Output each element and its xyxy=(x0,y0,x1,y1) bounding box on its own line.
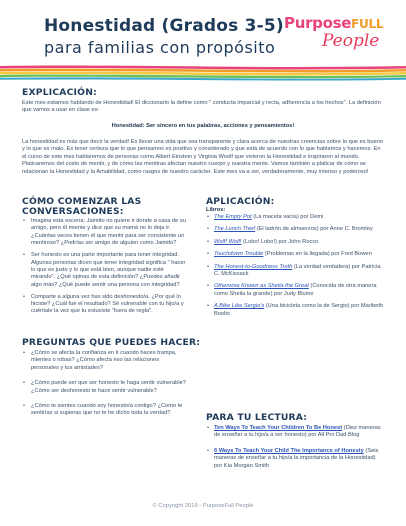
lectura-list xyxy=(206,425,384,475)
list-item xyxy=(22,218,188,248)
honesty-definition: Honestidad: Ser sincero en tus palabras, acciones y pensamientos! xyxy=(111,123,295,129)
book-item xyxy=(206,283,384,298)
bullet-icon: • xyxy=(207,238,209,245)
page-title: Honestidad (Grados 3-5) xyxy=(44,16,284,36)
book-detail: (El ladrón de almuerzos) por Anne C. Bromley xyxy=(255,226,373,233)
book-title-link[interactable]: The Honest-to-Goodness Truth xyxy=(214,263,293,270)
bullet-icon: • xyxy=(23,252,25,259)
explicacion-heading: EXPLICACIÓN: xyxy=(22,87,97,98)
book-detail: (Problemas en la llegada) por Fred Bowen xyxy=(263,251,372,258)
bullet-icon: • xyxy=(23,403,25,410)
book-detail: (La verdad verdadera) por Patricia C. McKissack xyxy=(214,263,381,278)
logo-people: People xyxy=(322,31,380,51)
list-item-text: Ser honesto es una parte importante para tener integridad. Algunas personas dicen que tener integridad significa " hacer lo que es justo y lo que está bien, aunque nadie esté mirando". ¿Qué opinas de esta definición? ¿Puedes añadir algo más? ¿Qué puede sentir una persona con integridad? xyxy=(31,252,186,288)
list-item xyxy=(22,403,188,418)
bullet-icon: • xyxy=(23,218,25,224)
book-title-link[interactable]: Touchdown Trouble xyxy=(214,251,264,258)
lectura-heading: PARA TU LECTURA: xyxy=(206,412,308,423)
list-item xyxy=(22,252,188,289)
bullet-icon: • xyxy=(23,293,25,300)
book-item xyxy=(206,303,384,318)
bullet-icon: • xyxy=(207,283,209,290)
bullet-icon: • xyxy=(207,425,209,431)
bullet-icon: • xyxy=(207,447,209,454)
book-detail: (Una bicicleta como la de Sergio) por Maribeth Boelts xyxy=(214,303,384,317)
article-title-link[interactable]: Ten Ways To Teach Your Children To Be Honest xyxy=(214,425,343,431)
preguntas-list xyxy=(22,350,188,422)
conversaciones-heading-line2: CONVERSACIONES: xyxy=(22,206,124,217)
book-item xyxy=(206,264,384,279)
list-item-text: ¿Cómo se afecta la confianza en ti cuando haces trampa, mientes o robas? ¿Cómo afecta eso las relaciones personales y tus amistades? xyxy=(31,350,177,371)
book-title-link[interactable]: A Bike Like Sergio's xyxy=(214,303,265,310)
bullet-icon: • xyxy=(207,226,209,233)
conversaciones-heading-line1: CÓMO COMENZAR LAS xyxy=(22,196,142,207)
book-title-link[interactable]: Wolf! Wolf! xyxy=(214,238,242,245)
bullet-icon: • xyxy=(207,303,209,310)
bullet-icon: • xyxy=(207,263,209,270)
book-detail: (Conocida de otra manera como Sheila la grande) por Judy Blume xyxy=(214,283,377,297)
book-title-link[interactable]: Otherwise Known as Sheila the Great xyxy=(214,283,309,290)
bullet-icon: • xyxy=(23,350,25,356)
explicacion-intro: Este mes estamos hablando de Honestidad! El diccionario la define como " conducta imparcial y recta, adherencia a los hechos". La definición que vamos a usar en clase es: xyxy=(22,100,381,114)
logo-purpose: Purpose xyxy=(284,14,352,32)
book-item xyxy=(206,251,384,258)
list-item-text: Imagina esta escena: Jaimito no quiere ir donde a casa de su amigo, pero él miente y dice que su mamá no lo deja ir. ¿Cuántas veces tienen él que mentir para ser consistente un mentiroso? ¿Podrías ser amigo de alguien como Jaimito? xyxy=(31,218,186,247)
book-title-link[interactable]: The Empty Pot xyxy=(214,214,252,220)
list-item-text: ¿Cómo puede ser que ser honesto te haga sentir vulnerable? ¿Cómo ser deshonesto te hace sentir vulnerable? xyxy=(31,380,186,394)
list-item xyxy=(22,294,188,316)
list-item xyxy=(22,350,188,372)
book-detail: (La maceta vacía) por Demi xyxy=(251,214,324,220)
book-detail: (Lobo! Lobo!) por John Rocco xyxy=(241,238,319,245)
explicacion-body: La honestidad es más que decir la verdad! Es llevar una vida que sea transparente y clara acerca de nuestras creencias sobre lo que es bueno y lo que es malo. Es tener certeza que lo que pensamos es positivo y considerado y que está de acuerdo con lo que hablamos y hacemos. En el curso de este mes hablaremos de personas como Albert Einstein y Virginia Woolf que vivieron la Honestidad e inspiraron al mundo. Platicaremos del costo de mentir, y de cómo las mentiras afectan nuestro cuerpo y nuestra mente. Vamos también a platicar de cómo se relacionan la Honestidad y la Amabilidad, como rasgos de nuestro carácter. Este mes va a ser, verdaderamente, muy intenso y poderoso! xyxy=(22,139,384,175)
bullet-icon: • xyxy=(207,251,209,258)
copyright-footer: © Copyright 2019 - PurposeFull People xyxy=(152,503,254,509)
book-title-link[interactable]: The Lunch Thief xyxy=(214,226,256,233)
logo-full: FULL xyxy=(351,17,384,31)
article-detail: (Diez maneras de enseñar a tu hijo/a a ser honesto) por All Pro Dad Blog xyxy=(214,425,381,439)
libros-label: Libros: xyxy=(206,207,226,213)
list-item-text: Comparte a alguna vez has sido deshonesto/a. ¿Por qué lo hiciste? ¿Cuál fue el resultado? Sé vulnerable con tu hijo/a y cuéntale la vez que tu estuviste "fuera de regla". xyxy=(31,293,184,315)
list-item-text: ¿Cómo te sientes cuando soy honesto/a contigo? ¿Como te sentirías si supieras que no te he dicho toda la verdad? xyxy=(31,403,183,417)
article-item xyxy=(206,425,384,440)
logo-line1 xyxy=(284,14,383,32)
book-item xyxy=(206,239,384,246)
aplicacion-heading: APLICACIÓN: xyxy=(206,196,275,207)
preguntas-heading: PREGUNTAS QUE PUEDES HACER: xyxy=(22,337,201,348)
bullet-icon: • xyxy=(23,380,25,387)
books-list xyxy=(206,214,384,323)
article-detail: (Seis maneras de enseñar a tu hijo/a la importancia de la Honestidad) por Kia Morgan Smith xyxy=(214,447,379,469)
article-title-link[interactable]: 6 Ways To Teach Your Child The Importance of Honesty xyxy=(214,447,364,454)
list-item xyxy=(22,380,188,395)
purposefull-people-logo xyxy=(282,14,384,54)
page-subtitle: para familias con propósito xyxy=(44,38,276,57)
article-item xyxy=(206,448,384,470)
book-item xyxy=(206,226,384,233)
bullet-icon: • xyxy=(207,214,209,220)
conversaciones-list xyxy=(22,218,188,320)
rainbow-stripes xyxy=(0,64,406,82)
book-item xyxy=(206,214,384,221)
